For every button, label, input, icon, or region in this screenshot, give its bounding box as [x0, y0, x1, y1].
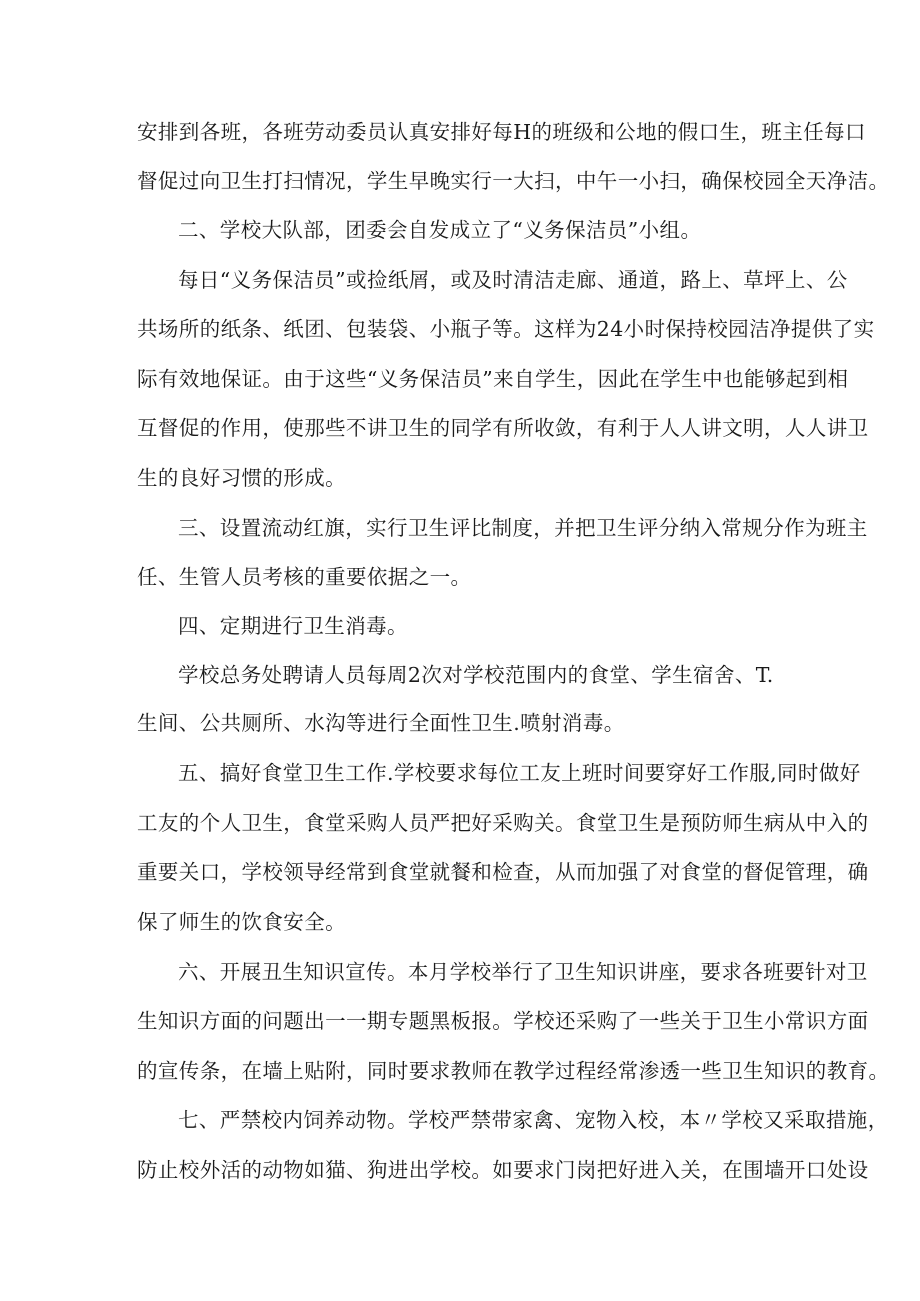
section-heading: 七、严禁校内饲养动物。学校严禁带家禽、宠物入校，本〃学校又采取措施，: [178, 1108, 889, 1132]
text-line: 互督促的作用，使那些不讲卫生的同学有所收敛，有利于人人讲文明，人人讲卫: [137, 416, 869, 440]
section-heading: 六、开展丑生知识宣传。本月学校举行了卫生知识讲座，要求各班要针对卫: [178, 960, 868, 984]
section-heading: 五、搞好食堂卫生工作.学校要求每位工友上班时间要穿好工作服,同时做好: [178, 761, 861, 785]
text-line: 共场所的纸条、纸团、包装袋、小瓶子等。这样为24小时保持校园洁净提供了实: [137, 317, 875, 341]
text-line: 生知识方面的问题出一一期专题黑板报。学校还采购了一些关于卫生小常识方面: [137, 1009, 869, 1033]
text-line: 任、生管人员考核的重要依据之一。: [137, 565, 472, 589]
section-heading: 三、设置流动红旗，实行卫生评比制度，并把卫生评分纳入常规分作为班主: [178, 516, 868, 540]
text-line: 每日“义务保洁员”或捡纸屑，或及时清洁走廊、通道，路上、草坪上、公: [178, 268, 848, 292]
text-line: 际有效地保证。由于这些“义务保洁员”来自学生，因此在学生中也能够起到相: [137, 367, 849, 391]
text-line: 生间、公共厕所、水沟等进行全面性卫生.喷射消毒。: [137, 711, 625, 735]
text-line: 的宣传条，在墙上贴附，同时要求教师在教学过程经常渗透一些卫生知识的教育。: [137, 1059, 890, 1083]
text-line: 安排到各班，各班劳动委员认真安排好每H的班级和公地的假口生，班主任每口: [137, 120, 866, 144]
text-line: 生的良好习惯的形成。: [137, 466, 346, 490]
text-line: 工友的个人卫生，食堂采购人员严把好采购关。食堂卫生是预防师生病从中入的: [137, 811, 869, 835]
text-line: 重要关口，学校领导经常到食堂就餐和检查，从而加强了对食堂的督促管理，确: [137, 860, 869, 884]
section-heading: 四、定期进行卫生消毒。: [178, 614, 408, 638]
text-line: 学校总务处聘请人员每周2次对学校范围内的食堂、学生宿舍、T.: [178, 663, 774, 687]
text-line: 督促过向卫生打扫情况，学生早晚实行一大扫，中午一小扫，确保校园全天净洁。: [137, 169, 890, 193]
text-line: 保了师生的饮食安全。: [137, 910, 346, 934]
text-line: 防止校外活的动物如猫、狗进出学校。如要求门岗把好进入关，在围墙开口处设: [137, 1158, 869, 1182]
section-heading: 二、学校大队部，团委会自发成立了“义务保洁员”小组。: [178, 218, 702, 242]
